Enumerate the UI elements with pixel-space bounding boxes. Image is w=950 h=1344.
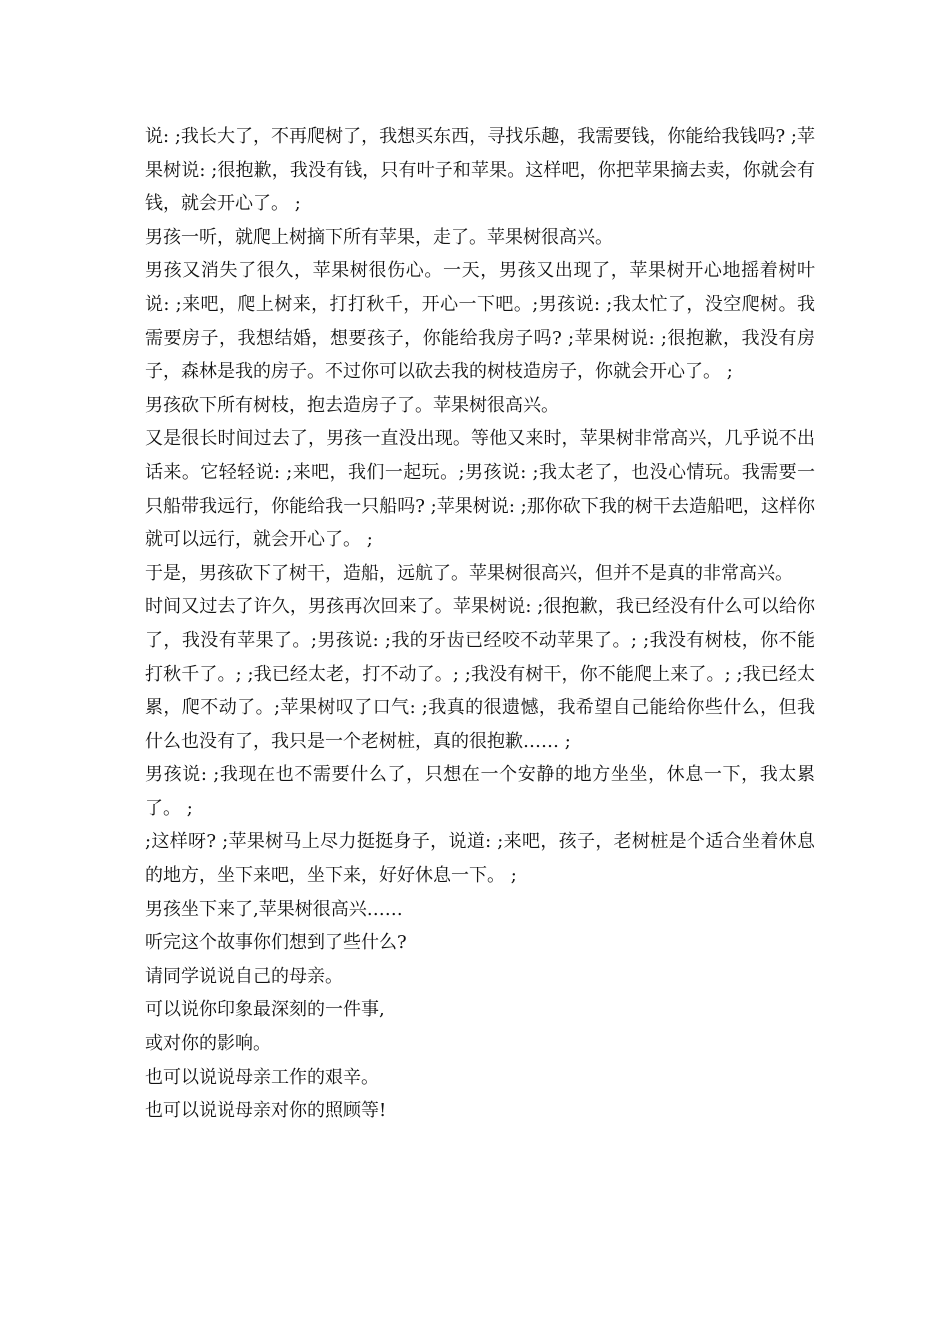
- paragraph-7: 时间又过去了许久，男孩再次回来了。苹果树说: ;很抱歉，我已经没有什么可以给你了，我没有苹果了。;男孩说: ;我的牙齿已经咬不动苹果了。; ;我没有树枝，你不能打秋千了。; ;我已经太老，打不动了。; ;我没有树干，你不能爬上来了。; ;我已经太累，爬不动了。;苹果树叹了口气: ;我真的很遗憾，我希望自己能给你些什么，但我什么也没有了，我只是一个老树桩，真的很抱歉…… ;: [145, 596, 815, 752]
- paragraph-16: 也可以说说母亲对你的照顾等!: [145, 1100, 387, 1122]
- paragraph-9: ;这样呀? ;苹果树马上尽力挺挺身子，说道: ;来吧，孩子，老树桩是个适合坐着休息的地方，坐下来吧，坐下来，好好休息一下。 ;: [145, 831, 815, 887]
- paragraph-2: 男孩一听，就爬上树摘下所有苹果，走了。苹果树很高兴。: [145, 226, 613, 248]
- paragraph-5: 又是很长时间过去了，男孩一直没出现。等他又来时，苹果树非常高兴，几乎说不出话来。它轻轻说: ;来吧，我们一起玩。;男孩说: ;我太老了，也没心情玩。我需要一只船带我远行，你能给我一只船吗? ;苹果树说: ;那你砍下我的树干去造船吧，这样你就可以远行，就会开心了。 ;: [145, 428, 815, 551]
- paragraph-8: 男孩说: ;我现在也不需要什么了，只想在一个安静的地方坐坐，休息一下，我太累了。 ;: [145, 764, 815, 819]
- paragraph-11: 听完这个故事你们想到了些什么?: [145, 932, 407, 954]
- paragraph-6: 于是，男孩砍下了树干，造船，远航了。苹果树很高兴，但并不是真的非常高兴。: [145, 562, 793, 584]
- paragraph-3: 男孩又消失了很久，苹果树很伤心。一天，男孩又出现了，苹果树开心地摇着树叶说: ;来吧，爬上树来，打打秋千，开心一下吧。;男孩说: ;我太忙了，没空爬树。我需要房子，我想结婚，想要孩子，你能给我房子吗? ;苹果树说: ;很抱歉，我没有房子，森林是我的房子。不过你可以砍去我的树枝造房子，你就会开心了。 ;: [145, 260, 815, 383]
- paragraph-15: 也可以说说母亲工作的艰辛。: [145, 1066, 379, 1088]
- paragraph-13: 可以说你印象最深刻的一件事,: [145, 999, 385, 1021]
- paragraph-1: 说: ;我长大了，不再爬树了，我想买东西，寻找乐趣，我需要钱，你能给我钱吗? ;苹果树说: ;很抱歉，我没有钱，只有叶子和苹果。这样吧，你把苹果摘去卖，你就会有钱，就会开心了。 ;: [145, 126, 815, 215]
- paragraph-12: 请同学说说自己的母亲。: [145, 965, 343, 987]
- paragraph-10: 男孩坐下来了,苹果树很高兴……: [145, 898, 403, 920]
- paragraph-14: 或对你的影响。: [145, 1033, 271, 1055]
- paragraph-4: 男孩砍下所有树枝，抱去造房子了。苹果树很高兴。: [145, 394, 559, 416]
- document-body: [145, 120, 815, 1128]
